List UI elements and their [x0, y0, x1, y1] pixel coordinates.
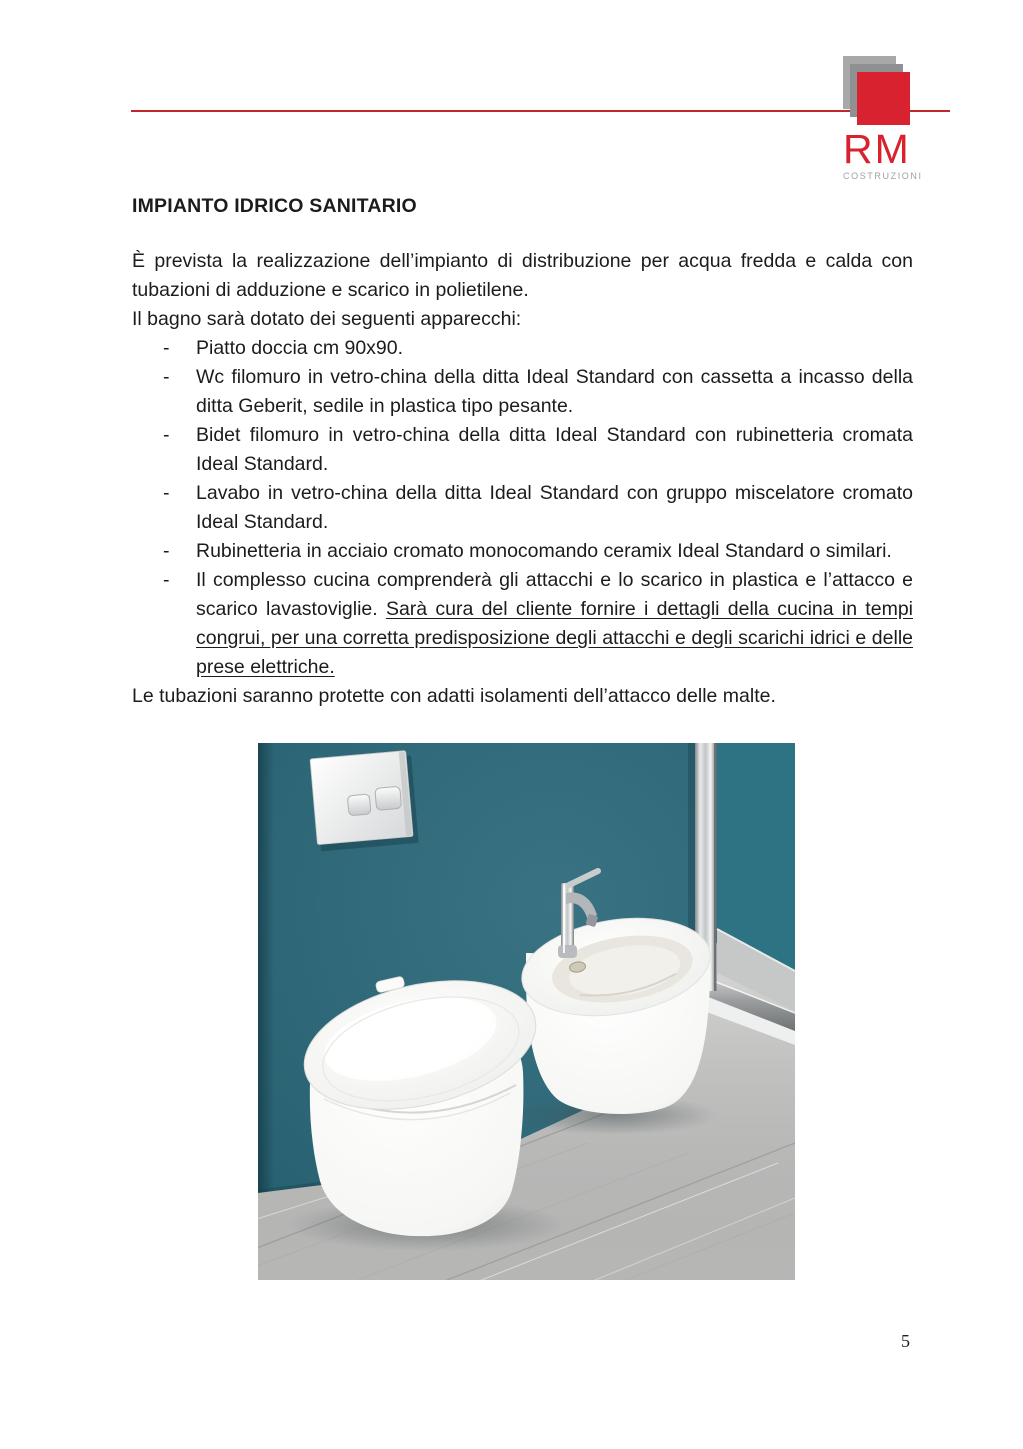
section-heading: IMPIANTO IDRICO SANITARIO — [132, 195, 417, 217]
logo-squares-icon — [843, 56, 918, 128]
list-item — [132, 566, 913, 682]
flush-button-small — [347, 794, 371, 816]
bathroom-photo-canvas — [258, 743, 795, 1280]
list-item-text: Il complesso cucina comprenderà gli attacchi e lo scarico in plastica e l’attacco e scarico lavastoviglie. — [196, 569, 913, 620]
list-item-dash: - — [163, 424, 170, 446]
intro-paragraph-2: Il bagno sarà dotato dei seguenti apparecchi: — [132, 308, 522, 330]
list-item-text: Lavabo in vetro-china della ditta Ideal Standard con gruppo miscelatore cromato Ideal Standard. — [196, 482, 913, 533]
list-item-dash: - — [163, 337, 170, 359]
list-item — [132, 363, 913, 421]
list-item — [132, 537, 913, 566]
fixtures-list — [132, 334, 913, 682]
list-item-dash: - — [163, 569, 170, 591]
bathroom-photo — [258, 743, 795, 1280]
list-item-dash: - — [163, 366, 170, 388]
flush-button-large — [375, 786, 402, 810]
intro-paragraph: È prevista la realizzazione dell’impianto di distribuzione per acqua fredda e calda con tubazioni di adduzione e scarico in polietilene. — [132, 250, 913, 301]
list-item-dash: - — [163, 482, 170, 504]
list-item — [132, 334, 913, 363]
list-item-dash: - — [163, 540, 170, 562]
list-item — [132, 479, 913, 537]
list-item-text: Piatto doccia cm 90x90. — [196, 337, 404, 359]
logo-text: RM — [843, 126, 911, 172]
list-item-text: Bidet filomuro in vetro-china della ditta Ideal Standard con rubinetteria cromata Ideal Standard. — [196, 424, 913, 475]
document-body — [132, 192, 913, 711]
logo-subtitle: COSTRUZIONI — [843, 171, 923, 181]
list-item-text: Wc filomuro in vetro-china della ditta Ideal Standard con cassetta a incasso della ditta Geberit, sedile in plastica tipo pesante. — [196, 366, 913, 417]
page-number: 5 — [901, 1331, 910, 1351]
list-item-text: Rubinetteria in acciaio cromato monocomando ceramix Ideal Standard o similari. — [196, 540, 892, 562]
closing-line: Le tubazioni saranno protette con adatti isolamenti dell’attacco delle malte. — [132, 685, 776, 707]
header-rule — [131, 110, 950, 112]
list-item-underlined-text: Sarà cura del cliente fornire i dettagli della cucina in tempi congrui, per una corretta predisposizione degli attacchi e degli scarichi idrici e delle prese elettriche. — [196, 598, 913, 678]
flush-plate — [310, 750, 419, 851]
company-logo — [843, 56, 963, 181]
list-item — [132, 421, 913, 479]
